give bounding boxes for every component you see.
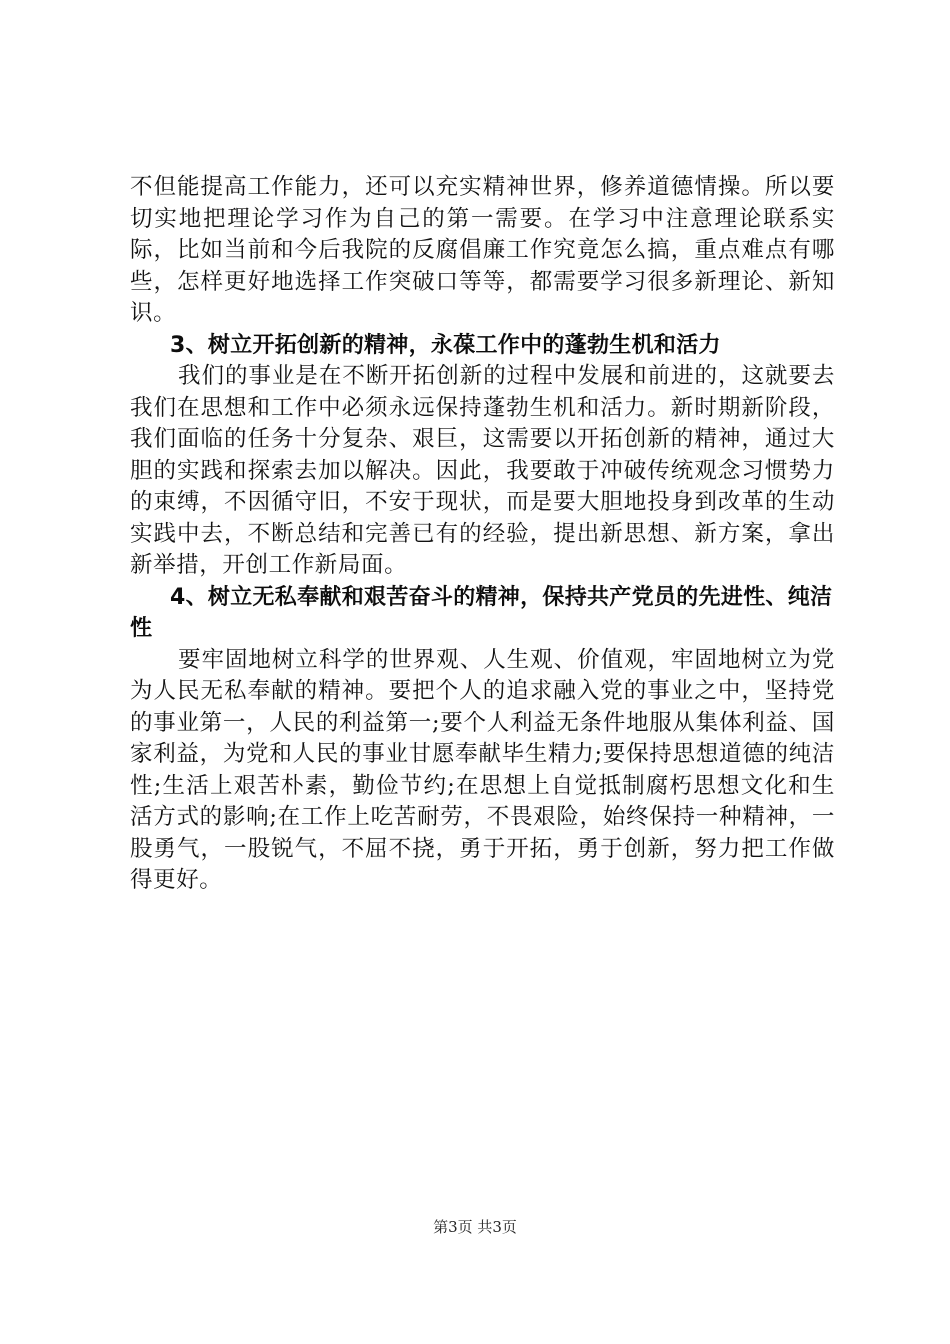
document-body [130, 172, 835, 897]
paragraph-dedication: 要牢固地树立科学的世界观、人生观、价值观，牢固地树立为党为人民无私奉献的精神。要把个人的追求融入党的事业之中，坚持党的事业第一，人民的利益第一;要个人利益无条件地服从集体利益、国家利益，为党和人民的事业甘愿奉献毕生精力;要保持思想道德的纯洁性;生活上艰苦朴素，勤俭节约;在思想上自觉抵制腐朽思想文化和生活方式的影响;在工作上吃苦耐劳，不畏艰险，始终保持一种精神，一股勇气，一股锐气，不屈不挠，勇于开拓，勇于创新，努力把工作做得更好。 [130, 646, 835, 893]
paragraph-study-theory: 不但能提高工作能力，还可以充实精神世界，修养道德情操。所以要切实地把理论学习作为自己的第一需要。在学习中注意理论联系实际，比如当前和今后我院的反腐倡廉工作究竟怎么搞，重点难点有哪些，怎样更好地选择工作突破口等等，都需要学习很多新理论、新知识。 [130, 174, 835, 326]
section-heading-3: 3、树立开拓创新的精神，永葆工作中的蓬勃生机和活力 [170, 332, 721, 358]
section-heading-4: 4、树立无私奉献和艰苦奋斗的精神，保持共产党员的先进性、纯洁性 [130, 584, 833, 641]
paragraph-innovation: 我们的事业是在不断开拓创新的过程中发展和前进的，这就要去我们在思想和工作中必须永远保持蓬勃生机和活力。新时期新阶段，我们面临的任务十分复杂、艰巨，这需要以开拓创新的精神，通过大胆的实践和探索去加以解决。因此，我要敢于冲破传统观念习惯势力的束缚，不因循守旧，不安于现状，而是要大胆地投身到改革的生动实践中去，不断总结和完善已有的经验，提出新思想、新方案，拿出新举措，开创工作新局面。 [130, 363, 835, 578]
page-number-footer: 第3页 共3页 [433, 1218, 517, 1236]
